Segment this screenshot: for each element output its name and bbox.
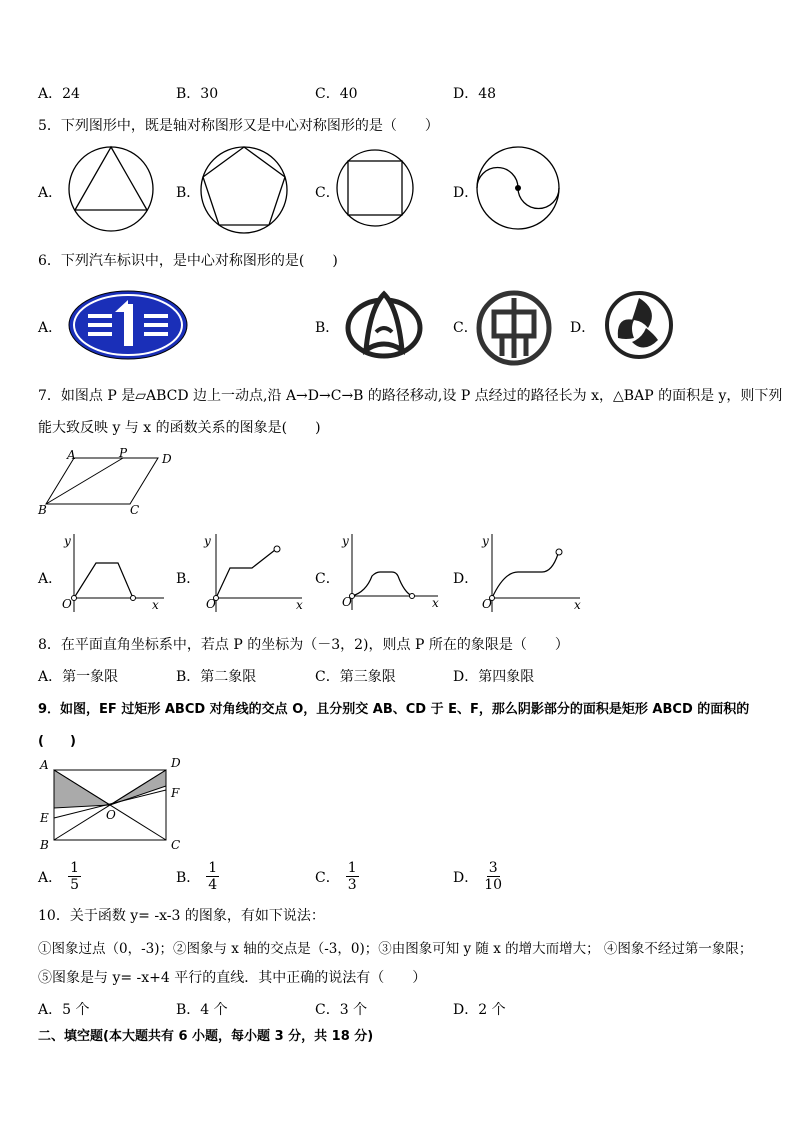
q7-b-x-label: x (296, 598, 303, 612)
q9-a-numerator: 1 (70, 860, 80, 876)
q4-option-a: A．24 (38, 86, 80, 102)
q4-option-c: C．40 (315, 86, 358, 102)
q9-option-c-label: C． (315, 869, 340, 886)
q7-option-a-label: A． (38, 571, 63, 587)
q8-stem: 8．在平面直角坐标系中，若点 P 的坐标为（－3，2)，则点 P 所在的象限是（ ） (38, 637, 569, 653)
q5-figure-a (68, 146, 154, 232)
q7-label-c: C (130, 503, 140, 517)
q4-option-b: B．30 (176, 86, 219, 102)
q7-d-x-label: x (574, 598, 581, 612)
q9-c-numerator: 1 (347, 860, 357, 876)
q7-stem-line1: 7．如图点 P 是▱ABCD 边上一动点,沿 A→D→C→B 的路径移动,设 P 点经过的路径长为 x，△BAP 的面积是 y，则下列 (38, 388, 783, 404)
q7-a-origin: O (62, 597, 72, 611)
q9-option-a (38, 860, 81, 893)
q9-label-o: O (106, 808, 116, 822)
q7-b-y-label: y (204, 534, 211, 548)
q9-rectangle-figure (40, 756, 180, 852)
q7-graph-d (476, 530, 586, 615)
q10-option-c: C．3 个 (315, 1002, 368, 1018)
q9-label-b: B (40, 838, 49, 852)
q5-figure-d (476, 146, 560, 230)
q9-option-b (176, 860, 219, 893)
q9-label-c: C (171, 838, 181, 852)
q7-graph-c (336, 530, 446, 615)
q7-label-a: A (67, 448, 76, 462)
q7-option-c-label: C． (315, 571, 340, 587)
q7-c-x-label: x (432, 596, 439, 610)
q6-logo-c (476, 290, 552, 366)
q7-label-d: D (162, 452, 172, 466)
q10-statements-line2: ⑤图象是与 y= -x+4 平行的直线．其中正确的说法有（ ） (38, 970, 427, 986)
q7-c-y-label: y (342, 534, 349, 548)
q6-label-c: C． (453, 320, 478, 336)
q10-stem: 10．关于函数 y= -x-3 的图象，有如下说法： (38, 908, 325, 924)
q9-label-f: F (171, 786, 180, 800)
q5-label-b: B． (176, 185, 201, 201)
q10-option-b: B．4 个 (176, 1002, 228, 1018)
q8-option-a: A．第一象限 (38, 669, 119, 685)
q5-stem: 5．下列图形中，既是轴对称图形又是中心对称图形的是（ ） (38, 118, 439, 134)
q9-a-denominator: 5 (70, 877, 80, 893)
q7-label-b: B (38, 503, 47, 517)
q9-option-c (315, 860, 359, 893)
q10-statements-line1: ①图象过点（0，-3)；②图象与 x 轴的交点是（-3，0)；③由图象可知 y 随 x 的增大而增大； ④图象不经过第一象限； (38, 941, 753, 957)
q7-stem-line2: 能大致反映 y 与 x 的函数关系的图象是( ) (38, 420, 321, 436)
q9-label-a: A (40, 758, 49, 772)
q7-c-origin: O (342, 595, 352, 609)
q10-option-a: A．5 个 (38, 1002, 90, 1018)
q8-option-d: D．第四象限 (453, 669, 535, 685)
q5-label-c: C． (315, 185, 340, 201)
q7-graph-b (200, 530, 310, 615)
section-2-heading: 二、填空题(本大题共有 6 小题，每小题 3 分，共 18 分) (38, 1029, 374, 1044)
q5-figure-b (200, 146, 288, 234)
q4-option-d: D．48 (453, 86, 497, 102)
q5-label-a: A． (38, 185, 63, 201)
q5-label-d: D． (453, 185, 479, 201)
q5-figure-c (336, 146, 414, 230)
q9-label-d: D (171, 756, 181, 770)
q10-option-d: D．2 个 (453, 1002, 506, 1018)
q6-logo-d (604, 290, 674, 360)
q9-option-d-label: D． (453, 869, 479, 886)
q9-option-d (453, 860, 502, 893)
q7-a-y-label: y (64, 534, 71, 548)
q7-d-y-label: y (482, 534, 489, 548)
q8-option-b: B．第二象限 (176, 669, 257, 685)
q6-label-d: D． (570, 320, 596, 336)
q9-b-denominator: 4 (208, 877, 218, 893)
q9-d-numerator: 3 (488, 860, 498, 876)
q9-option-b-label: B． (176, 869, 201, 886)
q9-stem: 9．如图，EF 过矩形 ABCD 对角线的交点 O，且分别交 AB、CD 于 E、F，那么阴影部分的面积是矩形 ABCD 的面积的 (38, 702, 750, 717)
q6-label-a: A． (38, 320, 63, 336)
q9-d-denominator: 10 (484, 877, 503, 893)
q7-label-p: P (119, 446, 128, 460)
q8-option-c: C．第三象限 (315, 669, 396, 685)
q9-c-denominator: 3 (347, 877, 357, 893)
q9-option-a-label: A． (38, 869, 63, 886)
q6-logo-b (346, 288, 422, 358)
q9-label-e: E (40, 811, 49, 825)
q6-label-b: B． (315, 320, 340, 336)
q6-logo-a (68, 290, 188, 360)
q6-stem: 6．下列汽车标识中，是中心对称图形的是( ) (38, 253, 338, 269)
q7-b-origin: O (206, 597, 216, 611)
q7-d-origin: O (482, 597, 492, 611)
q9-paren: ( ) (38, 734, 76, 749)
q9-b-numerator: 1 (208, 860, 218, 876)
q7-a-x-label: x (152, 598, 159, 612)
q7-option-d-label: D． (453, 571, 479, 587)
q7-option-b-label: B． (176, 571, 201, 587)
